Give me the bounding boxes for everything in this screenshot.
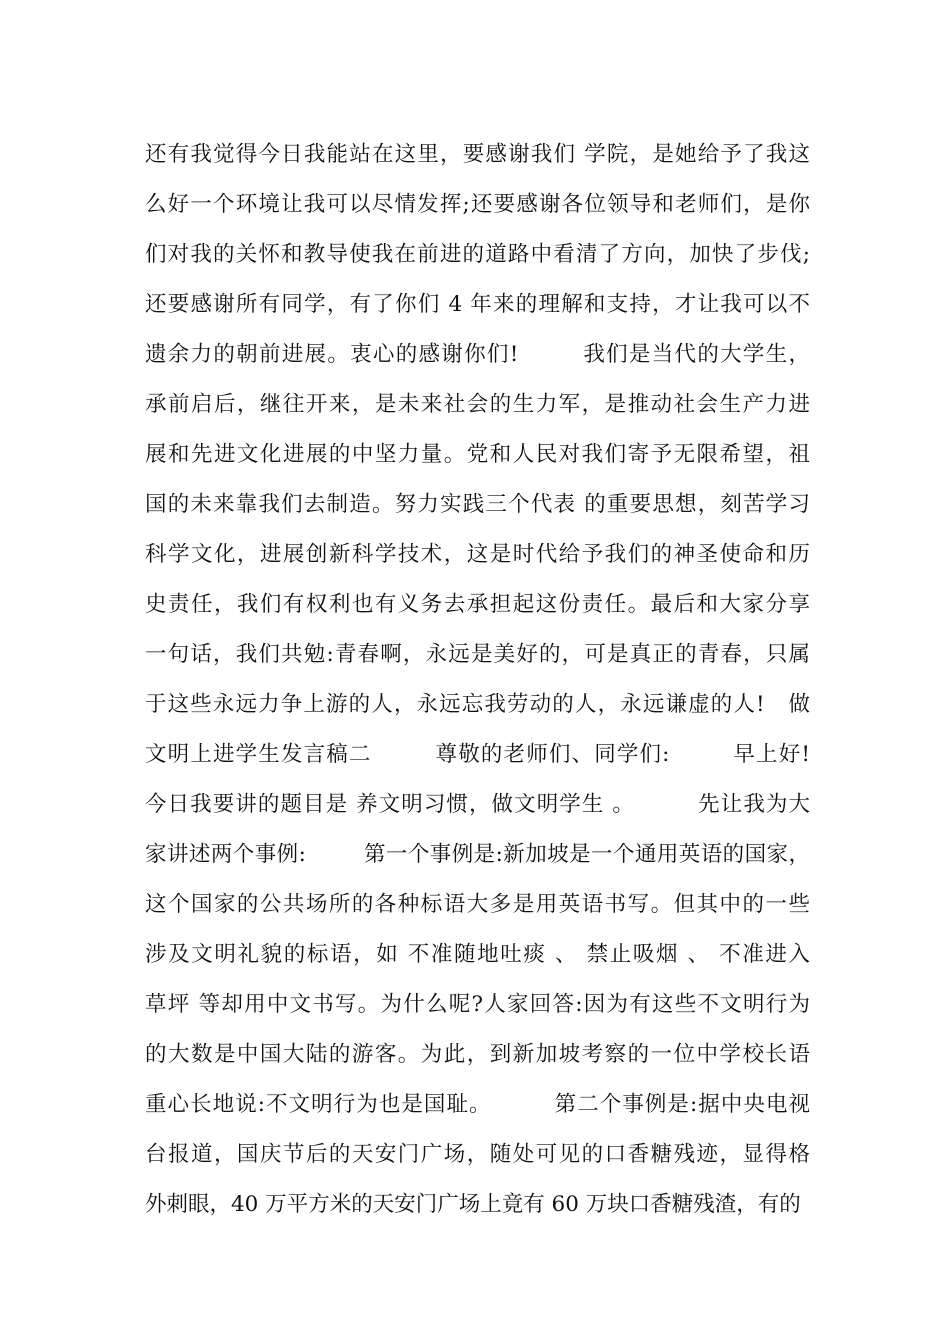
text-line: 这个国家的公共场所的各种标语大多是用英语书写。但其中的一些: [145, 892, 810, 917]
text-line: 今日我要讲的题目是 养文明习惯，做文明学生 。 先让我为大: [145, 792, 810, 817]
text-line: 遗余力的朝前进展。衷心的感谢你们! 我们是当代的大学生，: [145, 342, 810, 367]
text-line: 还有我觉得今日我能站在这里，要感谢我们 学院，是她给予了我这: [145, 142, 810, 167]
text-line: 展和先进文化进展的中坚力量。党和人民对我们寄予无限希望，祖: [145, 442, 810, 467]
text-line: 么好一个环境让我可以尽情发挥;还要感谢各位领导和老师们，是你: [145, 192, 810, 217]
text-line: 国的未来靠我们去制造。努力实践三个代表 的重要思想，刻苦学习: [145, 492, 810, 517]
text-line: 还要感谢所有同学，有了你们 4 年来的理解和支持，才让我可以不: [145, 292, 810, 317]
text-line: 重心长地说:不文明行为也是国耻。 第二个事例是:据中央电视: [145, 1092, 810, 1117]
text-line: 承前启后，继往开来，是未来社会的生力军，是推动社会生产力进: [145, 392, 810, 417]
text-line: 们对我的关怀和教导使我在前进的道路中看清了方向，加快了步伐;: [145, 242, 810, 267]
text-line: 台报道，国庆节后的天安门广场，随处可见的口香糖残迹，显得格: [145, 1142, 810, 1167]
text-line: 外刺眼，40 万平方米的天安门广场上竟有 60 万块口香糖残渣，有的: [145, 1192, 801, 1217]
text-line: 史责任，我们有权利也有义务去承担起这份责任。最后和大家分享: [145, 592, 810, 617]
text-line: 家讲述两个事例: 第一个事例是:新加坡是一个通用英语的国家，: [145, 842, 810, 867]
text-line: 的大数是中国大陆的游客。为此，到新加坡考察的一位中学校长语: [145, 1042, 810, 1067]
text-line: 草坪 等却用中文书写。为什么呢?人家回答:因为有这些不文明行为: [145, 992, 810, 1017]
text-line: 科学文化，进展创新科学技术，这是时代给予我们的神圣使命和历: [145, 542, 810, 567]
text-line: 文明上进学生发言稿二 尊敬的老师们、同学们: 早上好!: [145, 742, 810, 767]
text-line: 一句话，我们共勉:青春啊，永远是美好的，可是真正的青春，只属: [145, 642, 810, 667]
body-text: [145, 130, 810, 1230]
text-line: 涉及文明礼貌的标语，如 不准随地吐痰 、 禁止吸烟 、 不准进入: [145, 942, 810, 967]
text-line: 于这些永远力争上游的人，永远忘我劳动的人，永远谦虚的人! 做: [145, 692, 810, 717]
